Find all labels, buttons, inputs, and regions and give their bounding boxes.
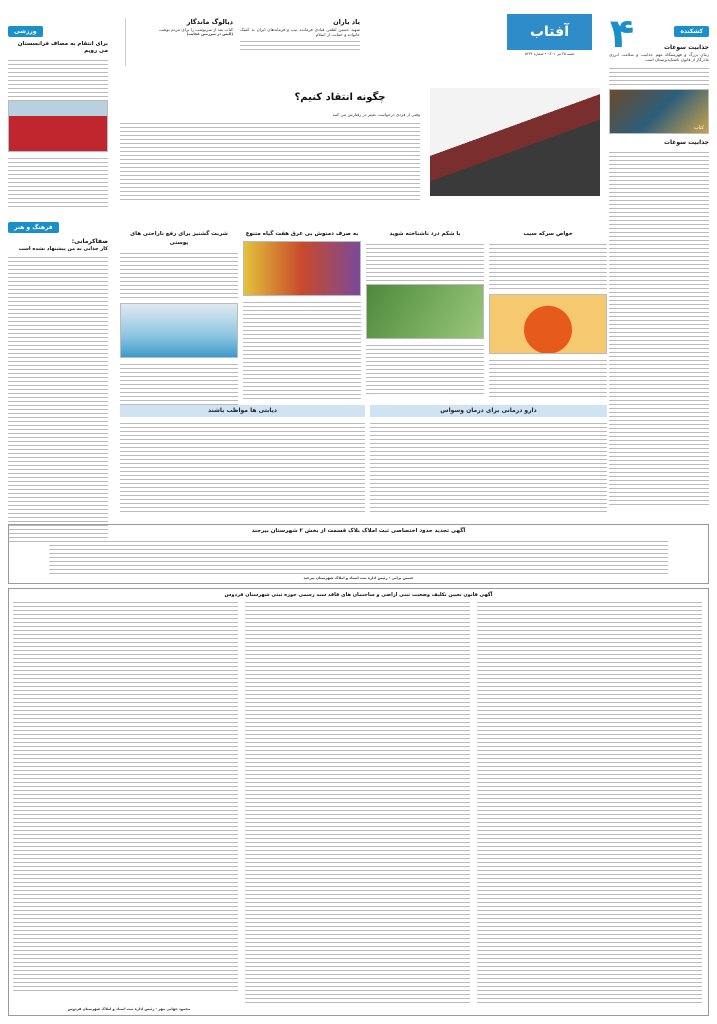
page-number: ۴ — [609, 11, 635, 57]
feature-photo — [430, 88, 600, 196]
yadyaran-text: شهید حسین لطفی قبادی فرمانده تیپ و فرماندهان ایران به کمیک خانواده و حمایت از اسلام — [240, 27, 360, 38]
right-column — [609, 18, 709, 518]
notice-1-title: آگهی تجدید حدود اختصاصی ثبت املاک بلاک قسمت از بخش ۲ شهرستان بیرجند — [251, 528, 466, 534]
sport-title: برای انتقام به مصاف فرانسستان می رویم — [17, 41, 108, 54]
notice-2 — [8, 588, 709, 1016]
notice-1-body — [49, 538, 668, 574]
yadyaran-box — [240, 18, 360, 66]
notice-2-col-1 — [477, 599, 702, 1004]
book-photo — [609, 89, 709, 134]
masthead-logo: آفتاب خراسان — [507, 14, 592, 50]
feature-title: چگونه انتقاد کنیم؟ — [294, 92, 386, 103]
sport-body-2 — [8, 155, 108, 210]
health-item-2 — [366, 230, 484, 400]
band-left-body — [120, 420, 365, 515]
item1-lead: زمان بزرگ و فهرستگاه مهم جذابیت و سلامت انرژی مادرگار از قانون ناشناپذیرستان است — [609, 52, 709, 63]
section-tag: کشکنده — [674, 26, 709, 37]
date-line: شنبه ۲۵ تیر ۱۴۰۱ • شماره ۵۲۳۴ — [524, 52, 575, 56]
dialog-source: (الیس در سرزمین عجایب) — [186, 32, 233, 37]
herbal-tea-photo — [243, 241, 361, 296]
culture-tag: فرهنگ و هنر — [8, 222, 59, 233]
health-title-4: شربت گشنیز برای رفع ناراحتی های پوستی — [130, 231, 228, 246]
health-title-1: خواص سرکه سیب — [523, 231, 573, 237]
notice-2-title: آگهی قانون تعیین تکلیف وضعیت ثبتی اراضی و ساختمان های فاقد سند رسمی حوزه ثبتی شهرستان فردوس — [224, 592, 493, 598]
culture-sub: کار جذابی به من پیشنهاد نشده است — [18, 246, 108, 252]
item1-title: جذابیت سوغات — [663, 44, 709, 51]
item2-title: جذابیت سوغات — [663, 138, 709, 146]
feature-body — [120, 120, 420, 200]
health-item-4 — [120, 230, 238, 400]
band-right: دارو درمانی برای درمان وسواس — [370, 405, 607, 417]
team-photo — [8, 100, 108, 152]
book-caption: کتاب — [693, 124, 704, 131]
health-text-4b — [120, 361, 238, 406]
dialog-title: دیالوگ ماندگار — [186, 18, 233, 26]
health-text-4 — [120, 250, 238, 300]
item2-body — [609, 149, 709, 507]
vinegar-photo — [489, 294, 607, 354]
health-text-2b — [366, 342, 484, 397]
health-text-1b — [489, 357, 607, 397]
health-item-1 — [489, 230, 607, 400]
notice-2-col-2 — [245, 599, 470, 1004]
dialog-box — [125, 18, 233, 66]
notice-1-signature: حسین براتی - رئیس اداره ثبت اسناد و املاک شهرستان بیرجند — [303, 576, 414, 580]
item1-body — [609, 65, 709, 85]
herb-photo — [366, 284, 484, 339]
left-column — [8, 18, 108, 518]
notice-2-col-3 — [13, 599, 238, 994]
yadyaran-body — [240, 38, 360, 52]
health-item-3 — [243, 230, 361, 400]
notice-2-signature: محمود جهانی مهر - رئیس اداره ثبت اسناد و املاک شهرستان فردوس — [67, 1007, 191, 1012]
sport-tag: ورزشی — [8, 26, 43, 37]
culture-body — [8, 254, 108, 544]
dialog-text: کتاب بعد از سرنوشت را برای مردم نوشت — [158, 27, 233, 32]
health-text-1 — [489, 241, 607, 291]
notice-1 — [8, 524, 709, 584]
health-text-2 — [366, 241, 484, 281]
yadyaran-title: یاد یاران — [333, 18, 360, 26]
culture-title: صفاکرمانی: — [71, 238, 108, 245]
sport-body — [8, 57, 108, 97]
health-text-3 — [243, 299, 361, 399]
coriander-syrup-photo — [120, 303, 238, 358]
band-right-body — [370, 420, 607, 515]
health-title-2: با شکم درد ناشناخته شوید — [389, 231, 461, 237]
feature-lead: وقتی از فردی درخواست تغییر در رفتارش می کنید — [332, 112, 420, 117]
health-title-3: به صرف دمنوش بی عرق هفت گیاه متنوع — [245, 231, 359, 237]
health-row — [120, 230, 607, 400]
band-left: دیابتی ها مواظب باشند — [120, 405, 365, 417]
